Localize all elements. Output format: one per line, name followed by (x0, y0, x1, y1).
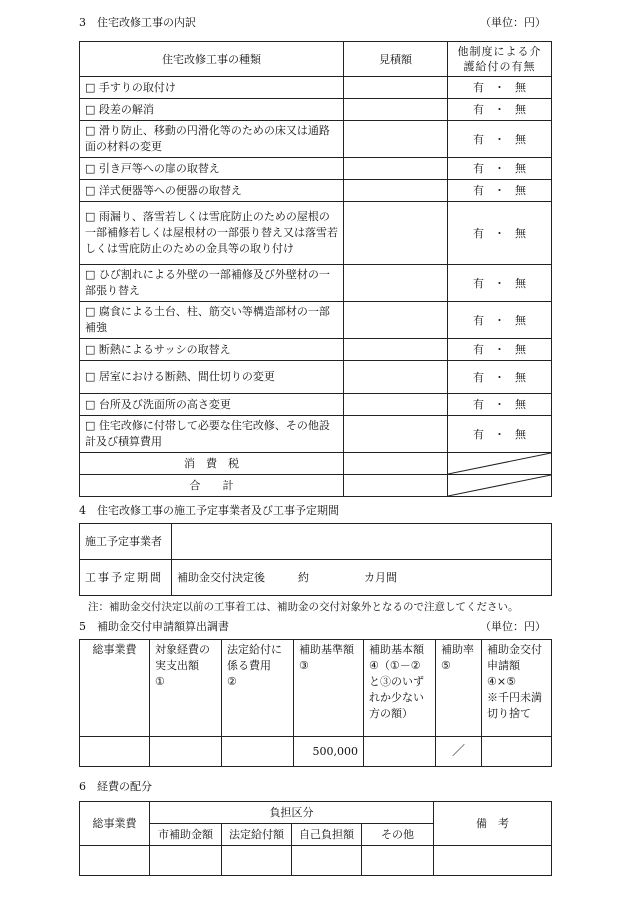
other-benefit-yes-no (448, 77, 552, 99)
header-other-benefit: 他制度による介護給付の有無 (448, 42, 552, 77)
section5-unit: （単位：円） (480, 620, 546, 633)
renovation-estimate (344, 180, 448, 202)
no-option[interactable]: 無 (515, 276, 526, 290)
other-benefit-yes-no (448, 202, 552, 265)
calc-header: 総事業費 (80, 640, 150, 737)
yes-option[interactable]: 有 (473, 370, 484, 384)
other-benefit-yes-no (448, 361, 552, 394)
alloc-city (150, 846, 222, 876)
section6-title: 6 経費の配分 (79, 780, 152, 793)
renovation-row (80, 361, 552, 394)
calc-base-amount: 500,000 (294, 737, 364, 767)
alloc-remarks (434, 846, 552, 876)
alloc-statutory (222, 846, 292, 876)
alloc-total (80, 846, 150, 876)
renovation-type: □ 断熱によるサッシの取替え (80, 339, 344, 361)
total-amount (344, 475, 448, 497)
dot-separator: ・ (494, 313, 505, 327)
renovation-type: □ 洋式便器等への便器の取替え (80, 180, 344, 202)
renovation-row (80, 202, 552, 265)
yes-option[interactable]: 有 (473, 276, 484, 290)
renovation-row (80, 416, 552, 453)
alloc-self (292, 846, 362, 876)
tax-label: 消 費 税 (80, 453, 344, 475)
subsidy-calc-table (79, 639, 552, 767)
renovation-estimate (344, 77, 448, 99)
renovation-estimate (344, 394, 448, 416)
no-option[interactable]: 無 (515, 103, 526, 116)
renovation-row (80, 121, 552, 158)
renovation-row (80, 99, 552, 121)
alloc-remarks-label: 備 考 (434, 802, 552, 846)
section3-unit: （単位：円） (480, 16, 546, 29)
renovation-estimate (344, 361, 448, 394)
header-type: 住宅改修工事の種類 (80, 42, 344, 77)
dot-separator: ・ (494, 132, 505, 146)
yes-option[interactable]: 有 (473, 132, 484, 146)
calc-total (80, 737, 150, 767)
calc-header: 法定給付に係る費用 ② (222, 640, 294, 737)
calc-header: 対象経費の実支出額 ① (150, 640, 222, 737)
no-option[interactable]: 無 (515, 162, 526, 175)
other-benefit-yes-no (448, 394, 552, 416)
renovation-type: □ 腐食による土台、柱、筋交い等構造部材の一部補強 (80, 302, 344, 339)
other-benefit-yes-no (448, 158, 552, 180)
renovation-estimate (344, 416, 448, 453)
header-estimate: 見積額 (344, 42, 448, 77)
renovation-type: □ 雨漏り、落雪若しくは雪庇防止のための屋根の一部補修若しくは屋根材の一部張り替え又は落雪若しくは雪庇防止のための金具等の取り付け (80, 202, 344, 265)
renovation-row (80, 339, 552, 361)
total-blank (448, 475, 552, 497)
renovation-type: □ ひび割れによる外壁の一部補修及び外壁材の一部張り替え (80, 265, 344, 302)
tax-blank (448, 453, 552, 475)
yes-option[interactable]: 有 (473, 184, 484, 197)
calc-statutory (222, 737, 294, 767)
yes-option[interactable]: 有 (473, 427, 484, 441)
no-option[interactable]: 無 (515, 370, 526, 384)
section5-title: 5 補助金交付申請額算出調書 (79, 620, 229, 633)
yes-option[interactable]: 有 (473, 226, 484, 240)
calc-header: 補助基準額 ③ (294, 640, 364, 737)
renovation-estimate (344, 302, 448, 339)
yes-option[interactable]: 有 (473, 398, 484, 411)
renovation-estimate (344, 121, 448, 158)
calc-actual (150, 737, 222, 767)
renovation-row (80, 180, 552, 202)
renovation-type: □ 滑り防止、移動の円滑化等のための床又は通路面の材料の変更 (80, 121, 344, 158)
no-option[interactable]: 無 (515, 313, 526, 327)
alloc-other (362, 846, 434, 876)
no-option[interactable]: 無 (515, 132, 526, 146)
renovation-type: □ 段差の解消 (80, 99, 344, 121)
calc-header: 補助金交付申請額 ④×⑤ ※千円未満切り捨て (482, 640, 552, 737)
calc-basic (364, 737, 436, 767)
dot-separator: ・ (494, 370, 505, 384)
renovation-row (80, 158, 552, 180)
other-benefit-yes-no (448, 302, 552, 339)
yes-option[interactable]: 有 (473, 103, 484, 116)
period-label: 工事予定期間 (80, 560, 172, 596)
renovation-type: □ 引き戸等への扉の取替え (80, 158, 344, 180)
dot-separator: ・ (494, 398, 505, 411)
yes-option[interactable]: 有 (473, 313, 484, 327)
no-option[interactable]: 無 (515, 427, 526, 441)
yes-option[interactable]: 有 (473, 343, 484, 356)
dot-separator: ・ (494, 184, 505, 197)
dot-separator: ・ (494, 226, 505, 240)
renovation-type: □ 台所及び洗面所の高さ変更 (80, 394, 344, 416)
burden-column-header: 法定給付額 (222, 824, 292, 846)
dot-separator: ・ (494, 343, 505, 356)
contractor-table (79, 523, 552, 596)
dot-separator: ・ (494, 427, 505, 441)
period-value: 補助金交付決定後 約 カ月間 (172, 560, 552, 596)
calc-header: 補助率 ⑤ (436, 640, 482, 737)
renovation-type: □ 住宅改修に付帯して必要な住宅改修、その他設計及び積算費用 (80, 416, 344, 453)
calc-apply (482, 737, 552, 767)
renovation-type: □ 手すりの取付け (80, 77, 344, 99)
dot-separator: ・ (494, 162, 505, 175)
no-option[interactable]: 無 (515, 398, 526, 411)
other-benefit-yes-no (448, 265, 552, 302)
renovation-row (80, 77, 552, 99)
renovation-type: □ 居室における断熱、間仕切りの変更 (80, 361, 344, 394)
other-benefit-yes-no (448, 339, 552, 361)
section4-note: 注：補助金交付決定以前の工事着工は、補助金の交付対象外となるので注意してください。 (88, 601, 519, 613)
renovation-estimate (344, 339, 448, 361)
calc-rate: ／ (436, 737, 482, 767)
yes-option[interactable]: 有 (473, 162, 484, 175)
yes-option[interactable]: 有 (473, 81, 484, 94)
section4-title: 4 住宅改修工事の施工予定事業者及び工事予定期間 (79, 504, 339, 517)
renovation-estimate (344, 202, 448, 265)
dot-separator: ・ (494, 276, 505, 290)
burden-column-header: 自己負担額 (292, 824, 362, 846)
no-option[interactable]: 無 (515, 343, 526, 356)
no-option[interactable]: 無 (515, 226, 526, 240)
section3-title: 3 住宅改修工事の内訳 (79, 16, 196, 29)
no-option[interactable]: 無 (515, 81, 526, 94)
other-benefit-yes-no (448, 121, 552, 158)
burden-column-header: 市補助金額 (150, 824, 222, 846)
dot-separator: ・ (494, 103, 505, 116)
tax-amount (344, 453, 448, 475)
other-benefit-yes-no (448, 180, 552, 202)
alloc-burden-label: 負担区分 (150, 802, 434, 824)
other-benefit-yes-no (448, 416, 552, 453)
no-option[interactable]: 無 (515, 184, 526, 197)
total-label: 合 計 (80, 475, 344, 497)
calc-header: 補助基本額 ④（①－②と③のいずれか少ない方の額） (364, 640, 436, 737)
dot-separator: ・ (494, 81, 505, 94)
renovation-row (80, 394, 552, 416)
alloc-total-label: 総事業費 (80, 802, 150, 846)
renovation-estimate (344, 158, 448, 180)
renovation-breakdown-table (79, 41, 552, 497)
renovation-estimate (344, 99, 448, 121)
renovation-row (80, 302, 552, 339)
contractor-value (172, 524, 552, 560)
renovation-row (80, 265, 552, 302)
renovation-estimate (344, 265, 448, 302)
contractor-label: 施工予定事業者 (80, 524, 172, 560)
burden-column-header: その他 (362, 824, 434, 846)
other-benefit-yes-no (448, 99, 552, 121)
expense-allocation-table (79, 801, 552, 876)
